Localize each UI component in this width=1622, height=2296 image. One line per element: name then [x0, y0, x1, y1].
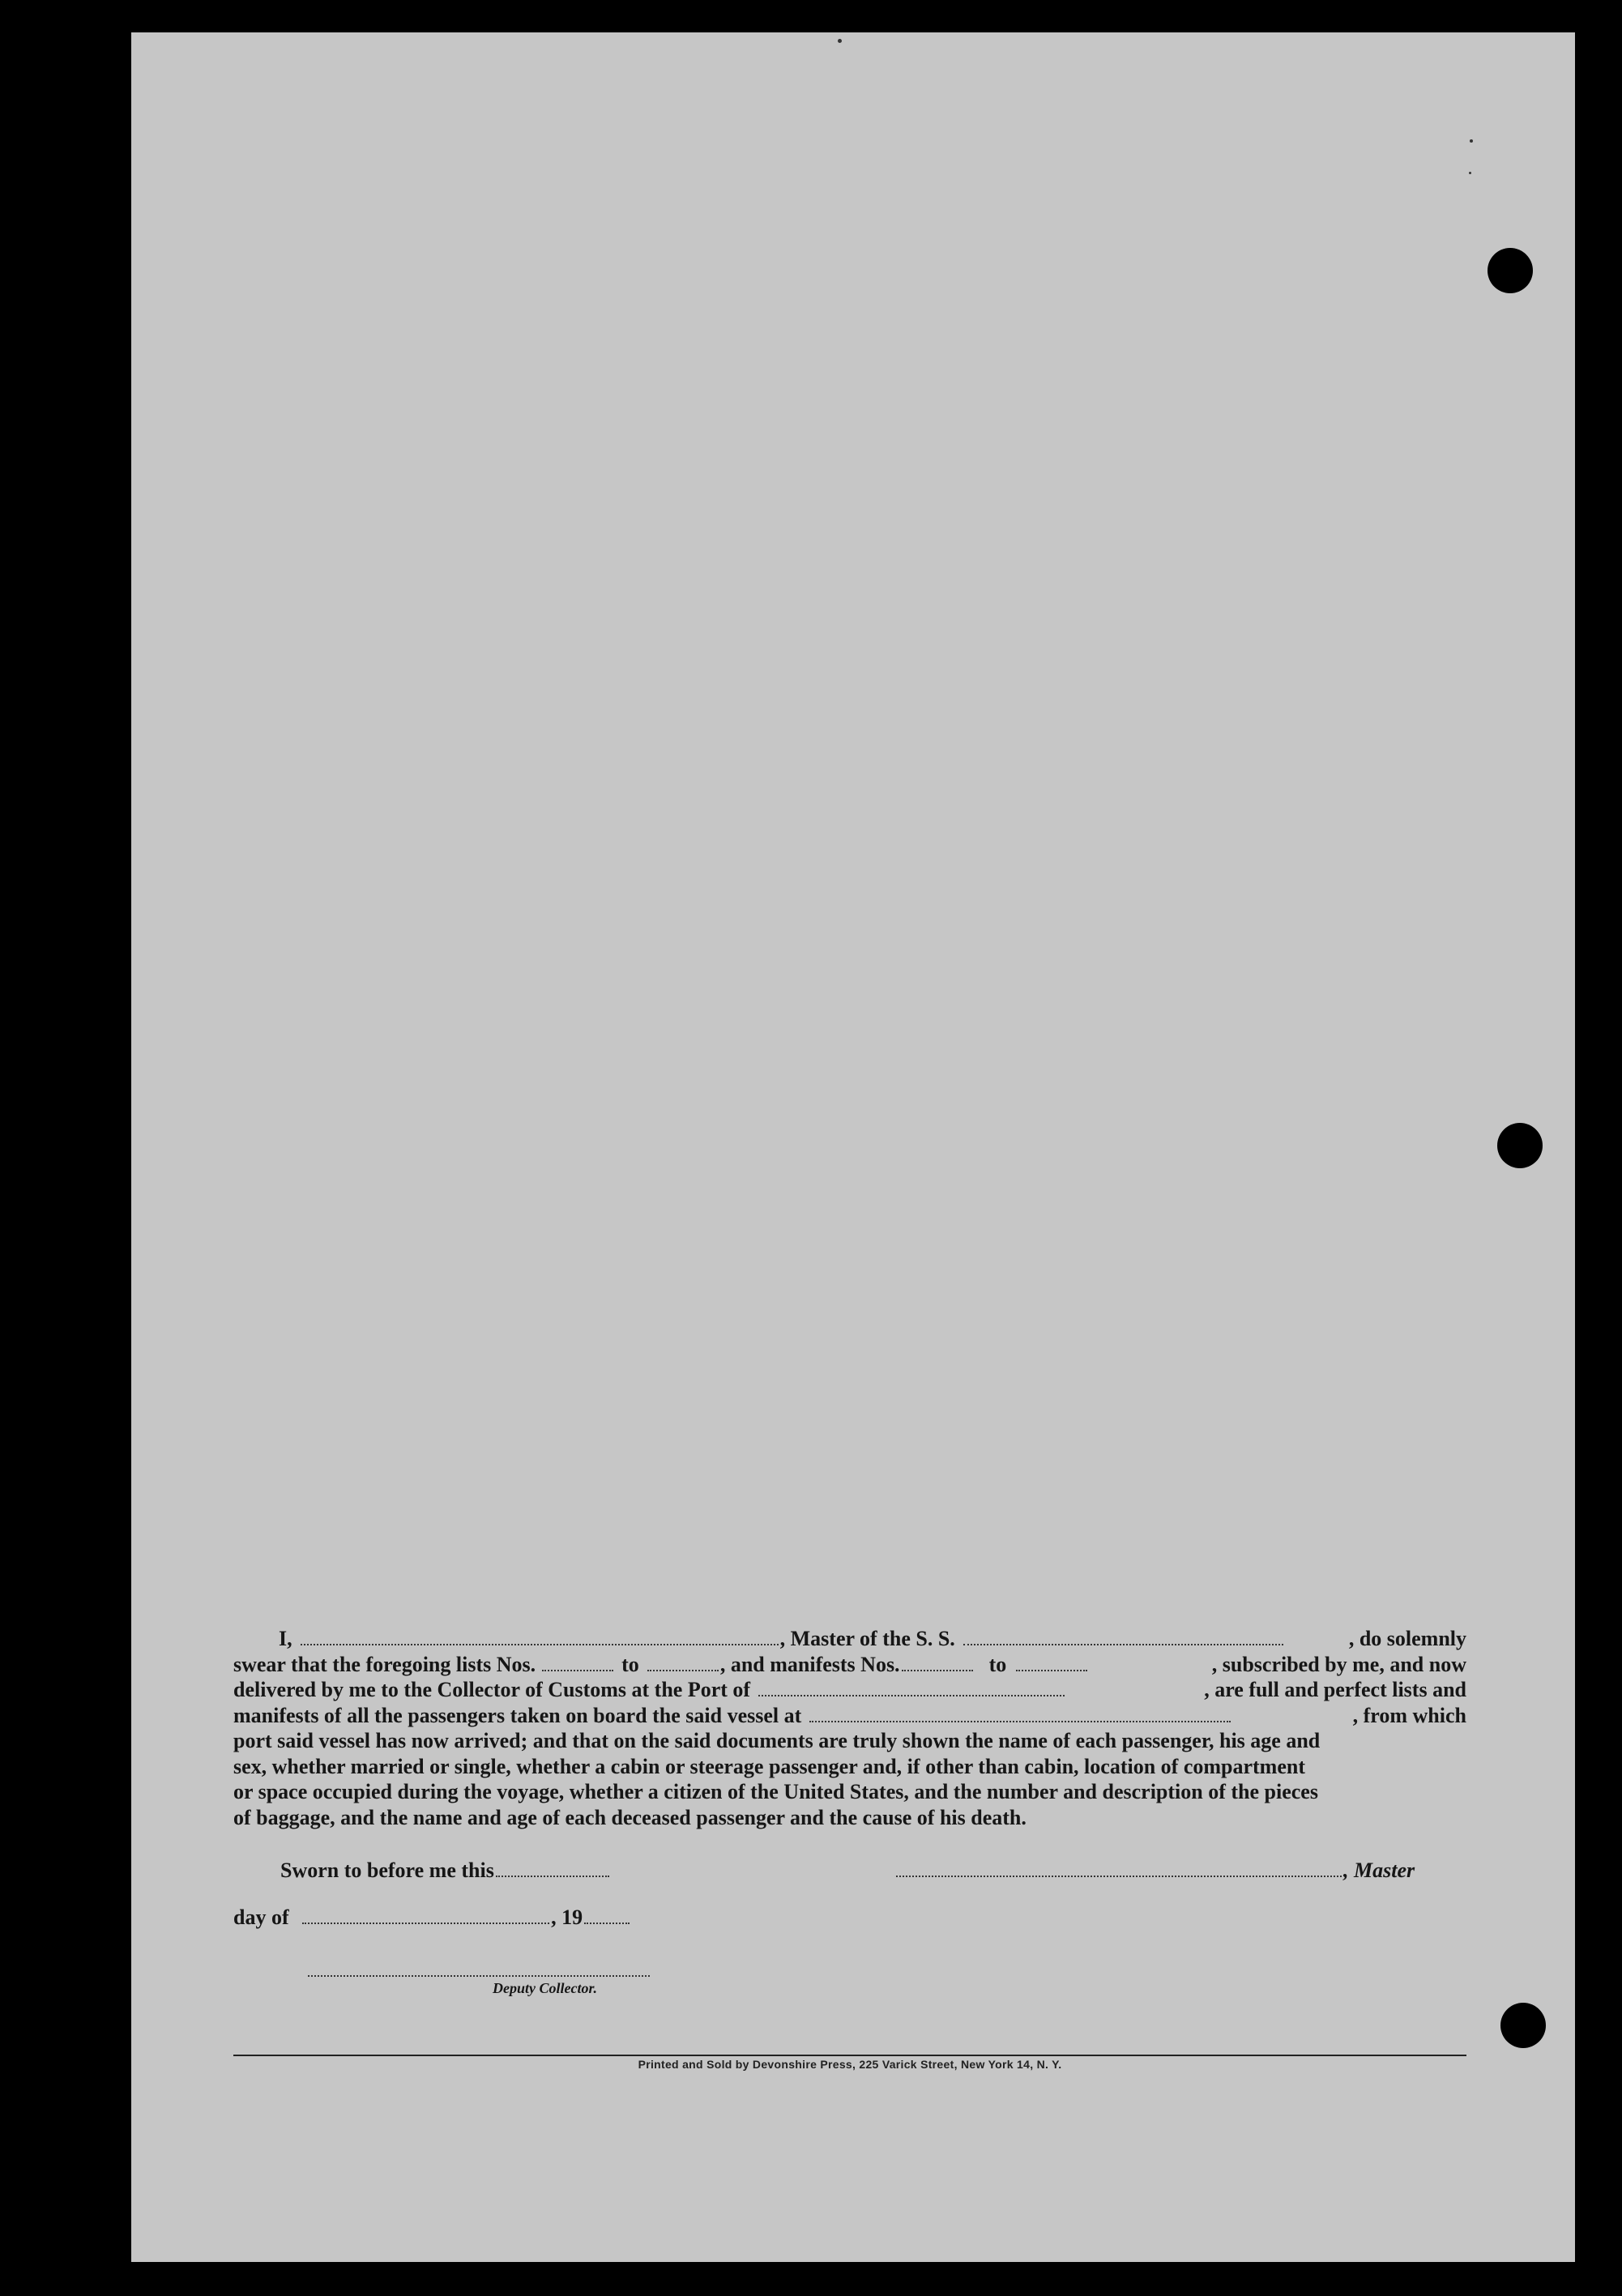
oath-line: [233, 1779, 1466, 1805]
oath-line: [233, 1805, 1466, 1831]
oath-text: to: [621, 1652, 639, 1676]
sworn-line: [280, 1859, 611, 1883]
deputy-signature-line: [306, 1961, 651, 1977]
oath-text: , from which: [1352, 1703, 1466, 1727]
departure-port-field[interactable]: [809, 1706, 1231, 1722]
printer-credit: Printed and Sold by Devonshire Press, 225 Varick Street, New York 14, N. Y.: [638, 2058, 1062, 2071]
oath-text: manifests of all the passengers taken on board the said vessel at: [233, 1703, 802, 1727]
deputy-collector-label: Deputy Collector.: [493, 1980, 597, 1996]
oath-text: , do solemnly: [1348, 1627, 1466, 1650]
lists-to-field[interactable]: [647, 1655, 719, 1671]
oath-text: or space occupied during the voyage, whether a citizen of the United States, and the number and description of the pieces: [233, 1780, 1318, 1803]
year-prefix: , 19: [551, 1906, 583, 1929]
oath-line: [233, 1652, 1466, 1678]
sworn-label: Sworn to before me this: [280, 1859, 494, 1882]
oath-text: swear that the foregoing lists Nos.: [233, 1652, 536, 1676]
master-signature-field[interactable]: [896, 1861, 1342, 1877]
manifests-to-field[interactable]: [1016, 1655, 1087, 1671]
oath-text: port said vessel has now arrived; and that on the said documents are truly shown the name of each passenger, his age and: [233, 1729, 1321, 1752]
oath-line: [233, 1754, 1466, 1780]
oath-text: I,: [279, 1627, 292, 1650]
month-field[interactable]: [302, 1908, 549, 1924]
oath-text: , are full and perfect lists and: [1204, 1678, 1466, 1701]
punch-hole: [1488, 248, 1533, 293]
port-field[interactable]: [758, 1680, 1065, 1696]
oath-line: [233, 1677, 1466, 1703]
footer-rule: [233, 2055, 1466, 2056]
year-field[interactable]: [584, 1908, 630, 1924]
oath-line: [233, 1703, 1466, 1729]
lists-from-field[interactable]: [542, 1655, 613, 1671]
deputy-signature-field[interactable]: [308, 1961, 650, 1977]
oath-text: of baggage, and the name and age of each deceased passenger and the cause of his death.: [233, 1805, 1027, 1829]
punch-hole: [1500, 2003, 1546, 2048]
oath-line: [233, 1728, 1466, 1754]
oath-text: , Master of the S. S.: [779, 1627, 955, 1650]
day-of-label: day of: [233, 1906, 289, 1929]
oath-text: , subscribed by me, and now: [1211, 1652, 1466, 1676]
oath-text: , and manifests Nos.: [719, 1652, 900, 1676]
speck: [838, 39, 842, 43]
manifests-from-field[interactable]: [902, 1655, 973, 1671]
vessel-name-field[interactable]: [963, 1629, 1283, 1645]
oath-line: [233, 1626, 1466, 1652]
master-oath-paragraph: [233, 1626, 1466, 1830]
speck: [1469, 172, 1471, 174]
oath-text: sex, whether married or single, whether a cabin or steerage passenger and, if other than cabin, location of compartment: [233, 1754, 1305, 1778]
master-name-field[interactable]: [301, 1629, 779, 1645]
master-signature-line: [894, 1859, 1415, 1883]
oath-text: to: [988, 1652, 1007, 1676]
punch-hole: [1497, 1123, 1543, 1168]
oath-text: delivered by me to the Collector of Customs at the Port of: [233, 1678, 751, 1701]
speck: [1470, 139, 1473, 143]
sworn-day-field[interactable]: [496, 1861, 609, 1877]
master-label: , Master: [1343, 1859, 1415, 1882]
date-line: [233, 1906, 631, 1930]
